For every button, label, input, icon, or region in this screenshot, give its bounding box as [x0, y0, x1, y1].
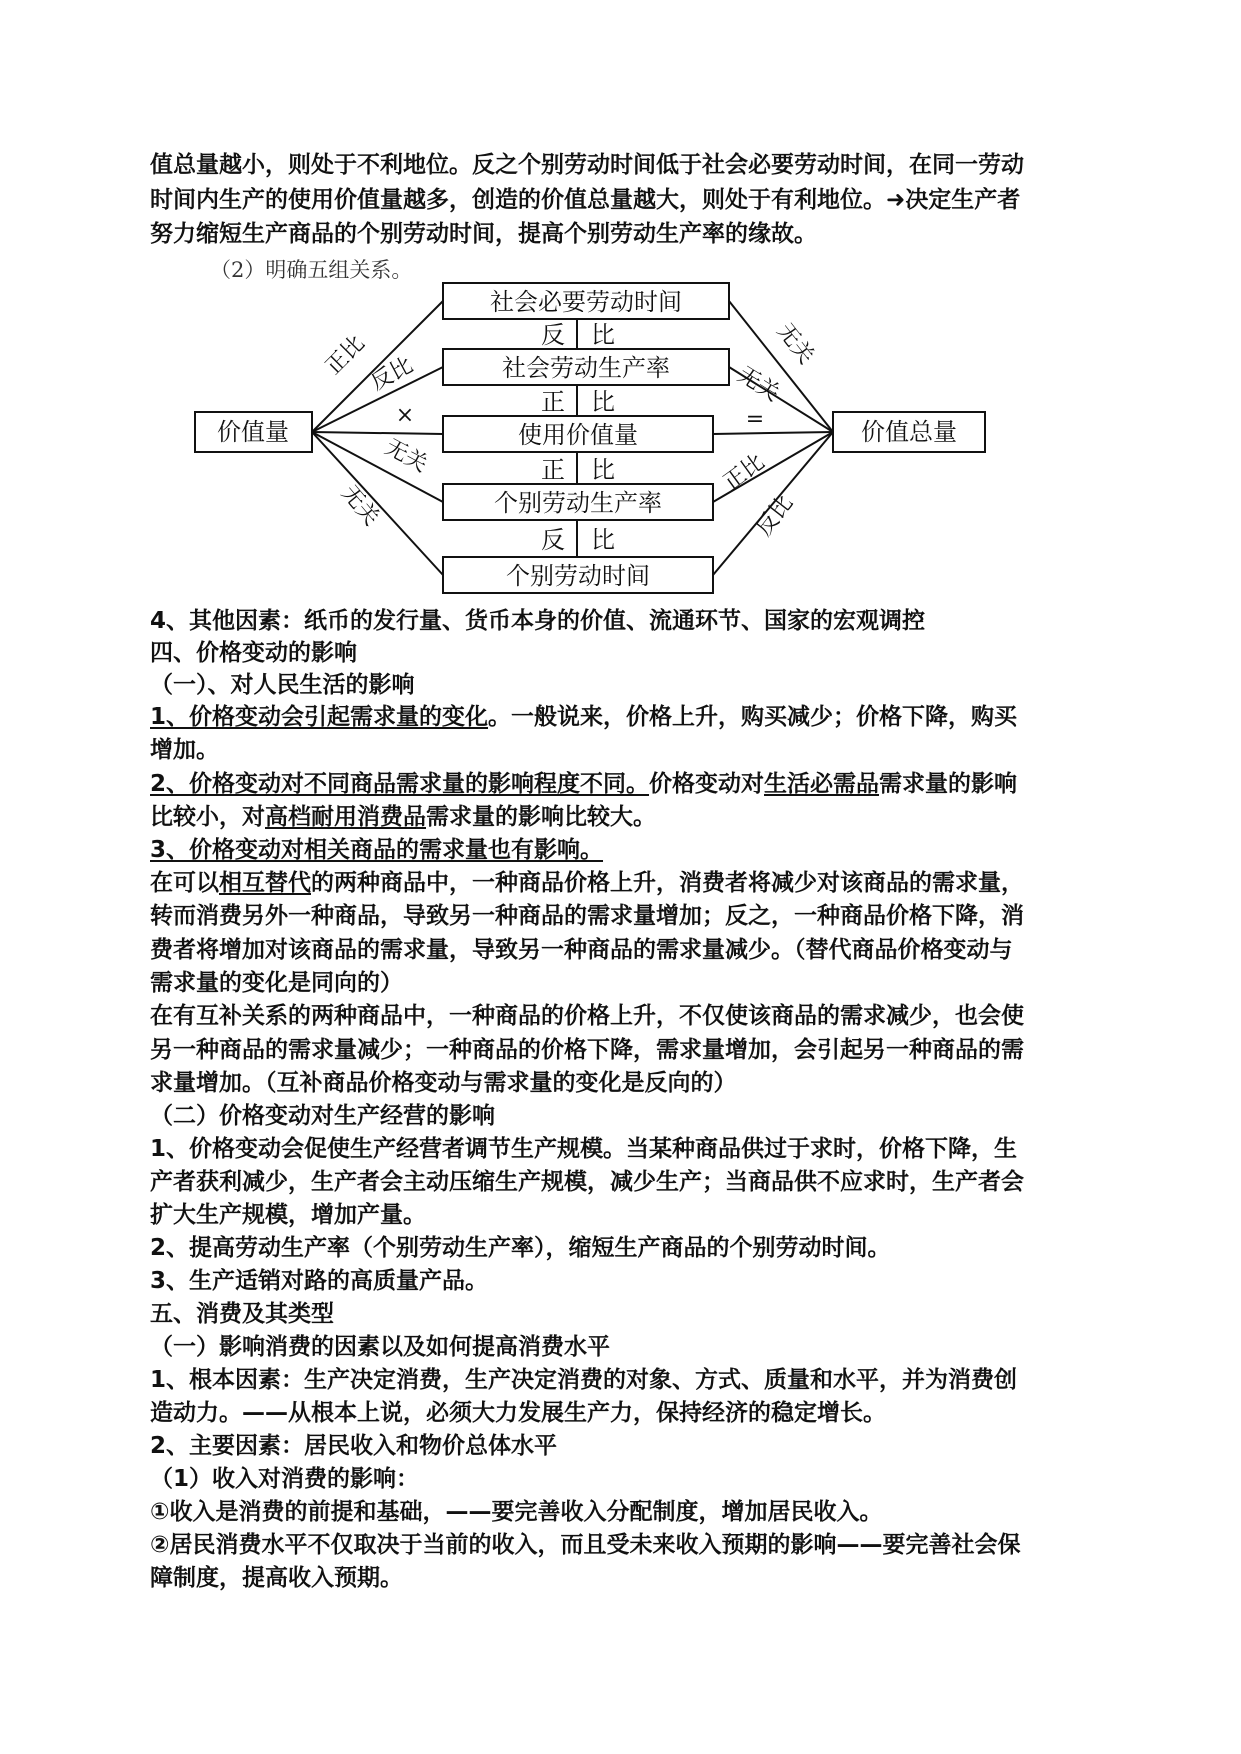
- subsection-heading: （1）收入对消费的影响：: [150, 1466, 420, 1492]
- paragraph-line: 障制度，提高收入预期。: [150, 1565, 403, 1591]
- left-relation-label: 反比: [366, 352, 418, 396]
- paragraph-line: 值总量越小，则处于不利地位。反之个别劳动时间低于社会必要劳动时间，在同一劳动: [150, 152, 1024, 178]
- text-span: 价格变动对: [649, 771, 765, 797]
- text-span: 的两种商品中，一种商品价格上升，消费者将减少对该商品的需求量，: [311, 870, 1024, 896]
- underlined-text: 生活必需品: [764, 771, 880, 797]
- center-box-label: 个别劳动生产率: [494, 489, 662, 517]
- underlined-text: 相互替代: [219, 870, 311, 896]
- center-box-label: 使用价值量: [518, 421, 638, 449]
- paragraph-line: [150, 767, 1100, 801]
- relationship-diagram: [0, 270, 1241, 610]
- relation-char: 反: [541, 526, 565, 554]
- subsection-heading: （一）、对人民生活的影响: [150, 672, 415, 698]
- right-relation-label: 无关: [771, 318, 819, 370]
- paragraph-line: 1、价格变动会促使生产经营者调节生产规模。当某种商品供过于求时，价格下降，生: [150, 1136, 1018, 1162]
- paragraph-line: [150, 700, 1100, 734]
- subheading: （2）明确五组关系。: [210, 258, 413, 282]
- paragraph-line: 求量增加。（互补商品价格变动与需求量的变化是反向的）: [150, 1070, 737, 1096]
- text-span: 需求量的影响: [879, 771, 1018, 797]
- paragraph-line: 增加。: [150, 737, 219, 763]
- paragraph-line: ①收入是消费的前提和基础，——要完善收入分配制度，增加居民收入。: [150, 1499, 883, 1525]
- underlined-text: 1、价格变动会引起需求量的变化: [150, 704, 489, 730]
- section-heading: 五、消费及其类型: [150, 1301, 334, 1327]
- underlined-text: 2、价格变动对不同商品需求量的影响程度不同。: [150, 771, 650, 797]
- text-span: 比较小，对: [150, 804, 265, 830]
- relation-char: 比: [591, 456, 615, 484]
- paragraph-line: 1、根本因素：生产决定消费，生产决定消费的对象、方式、质量和水平，并为消费创: [150, 1367, 1018, 1393]
- right-relation-label: 反比: [751, 490, 799, 542]
- right-relation-label: 无关: [733, 362, 784, 407]
- paragraph-line: [150, 866, 1100, 900]
- relation-char: 正: [541, 456, 565, 484]
- relation-char: 比: [591, 388, 615, 416]
- paragraph-line: 2、主要因素：居民收入和物价总体水平: [150, 1433, 558, 1459]
- paragraph-line: 产者获利减少，生产者会主动压缩生产规模，减少生产；当商品供不应求时，生产者会: [150, 1169, 1024, 1195]
- paragraph-line: 扩大生产规模，增加产量。: [150, 1202, 426, 1228]
- paragraph-line: 时间内生产的使用价值量越多，创造的价值总量越大，则处于有利地位。➜决定生产者: [150, 187, 1021, 213]
- paragraph-line: 4、其他因素：纸币的发行量、货币本身的价值、流通环节、国家的宏观调控: [150, 608, 926, 634]
- center-box-label: 社会劳动生产率: [502, 354, 670, 382]
- left-relation-label: 正比: [321, 331, 370, 380]
- right-box-label: 价值总量: [861, 418, 957, 446]
- text-span: 在可以: [150, 870, 219, 896]
- center-box-label: 个别劳动时间: [506, 562, 650, 590]
- left-relation-label: 无关: [380, 434, 432, 478]
- paragraph-line: 在有互补关系的两种商品中，一种商品的价格上升，不仅使该商品的需求减少，也会使: [150, 1003, 1024, 1029]
- paragraph-line: 费者将增加对该商品的需求量，导致另一种商品的需求量减少。（替代商品价格变动与: [150, 937, 1013, 963]
- paragraph-line: 另一种商品的需求量减少；一种商品的价格下降，需求量增加，会引起另一种商品的需: [150, 1037, 1024, 1063]
- paragraph-line: [150, 800, 1100, 834]
- paragraph-line: 造动力。——从根本上说，必须大力发展生产力，保持经济的稳定增长。: [150, 1400, 886, 1426]
- paragraph-line: 2、提高劳动生产率（个别劳动生产率），缩短生产商品的个别劳动时间。: [150, 1235, 891, 1261]
- text-span: 需求量的影响比较大。: [426, 804, 656, 830]
- relation-char: 反: [541, 321, 565, 349]
- text-span: 。一般说来，价格上升，购买减少；价格下降，购买: [488, 704, 1018, 730]
- underlined-text: 高档耐用消费品: [265, 804, 426, 830]
- paragraph-line: 3、生产适销对路的高质量产品。: [150, 1268, 489, 1294]
- subsection-heading: （二）价格变动对生产经营的影响: [150, 1103, 495, 1129]
- paragraph-line: ②居民消费水平不仅取决于当前的收入，而且受未来收入预期的影响——要完善社会保: [150, 1532, 1021, 1558]
- underlined-text: 3、价格变动对相关商品的需求量也有影响。: [150, 837, 604, 863]
- paragraph-line: 需求量的变化是同向的）: [150, 970, 403, 996]
- paragraph-line: [150, 833, 1100, 867]
- right-relation-label: =: [745, 407, 765, 432]
- section-heading: 四、价格变动的影响: [150, 640, 357, 666]
- left-box-label: 价值量: [217, 418, 289, 446]
- left-relation-label: 无关: [336, 480, 384, 531]
- center-box-label: 社会必要劳动时间: [490, 288, 682, 316]
- relation-char: 正: [541, 388, 565, 416]
- right-relation-label: 正比: [719, 449, 770, 496]
- paragraph-line: 转而消费另外一种商品，导致另一种商品的需求量增加；反之，一种商品价格下降，消: [150, 903, 1024, 929]
- subsection-heading: （一）影响消费的因素以及如何提高消费水平: [150, 1334, 610, 1360]
- paragraph-line: 努力缩短生产商品的个别劳动时间，提高个别劳动生产率的缘故。: [150, 221, 817, 247]
- relation-char: 比: [591, 526, 615, 554]
- relation-char: 比: [591, 321, 615, 349]
- left-relation-label: ×: [395, 403, 415, 428]
